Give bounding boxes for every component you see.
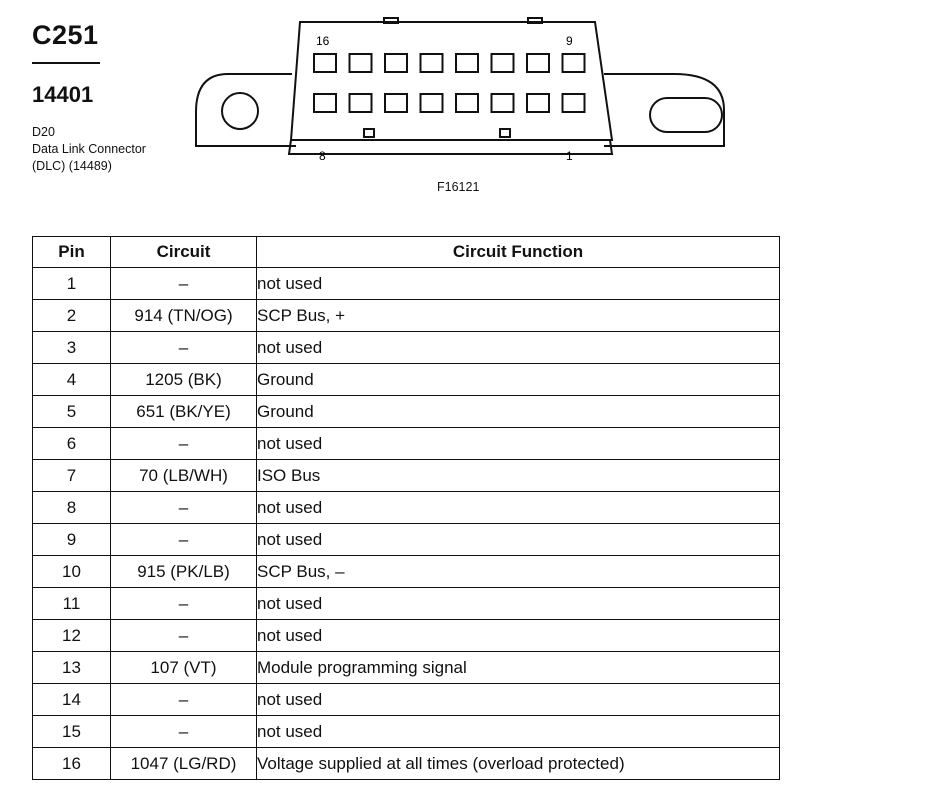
function-cell: Voltage supplied at all times (overload protected)	[257, 748, 780, 780]
pin-cell: 14	[33, 684, 111, 716]
pin-cavity-bottom	[563, 94, 585, 112]
table-header-row	[33, 237, 780, 268]
pin-cavity-bottom	[421, 94, 443, 112]
circuit-cell: –	[111, 428, 257, 460]
pin-cavity-bottom	[527, 94, 549, 112]
pin-label-16: 16	[316, 34, 330, 48]
table-row	[33, 428, 780, 460]
circuit-cell: 1205 (BK)	[111, 364, 257, 396]
function-cell: not used	[257, 716, 780, 748]
pin-cavity-top	[456, 54, 478, 72]
pin-cavity-top	[385, 54, 407, 72]
table-row	[33, 748, 780, 780]
connector-diagram	[188, 12, 748, 172]
circuit-cell: 70 (LB/WH)	[111, 460, 257, 492]
pin-cavity-bottom	[456, 94, 478, 112]
figure-code: F16121	[437, 180, 480, 194]
table-row	[33, 268, 780, 300]
function-cell: ISO Bus	[257, 460, 780, 492]
table-row	[33, 492, 780, 524]
pin-cavity-top	[563, 54, 585, 72]
circuit-cell: 107 (VT)	[111, 652, 257, 684]
table-row	[33, 332, 780, 364]
header-circuit-function: Circuit Function	[257, 237, 780, 268]
left-mounting-hole	[222, 93, 258, 129]
function-cell: not used	[257, 684, 780, 716]
function-cell: Ground	[257, 364, 780, 396]
function-cell: not used	[257, 428, 780, 460]
pin-cell: 11	[33, 588, 111, 620]
function-cell: not used	[257, 620, 780, 652]
table-row	[33, 300, 780, 332]
pin-cell: 1	[33, 268, 111, 300]
function-cell: SCP Bus, –	[257, 556, 780, 588]
circuit-cell: 914 (TN/OG)	[111, 300, 257, 332]
pinout-table	[32, 236, 780, 780]
function-cell: not used	[257, 588, 780, 620]
pin-cell: 6	[33, 428, 111, 460]
function-cell: SCP Bus, +	[257, 300, 780, 332]
circuit-cell: 915 (PK/LB)	[111, 556, 257, 588]
part-number: 14401	[32, 82, 94, 107]
pin-cavity-bottom	[350, 94, 372, 112]
circuit-cell: 1047 (LG/RD)	[111, 748, 257, 780]
table-row	[33, 556, 780, 588]
connector-body	[291, 22, 612, 140]
pin-cell: 15	[33, 716, 111, 748]
header-circuit: Circuit	[111, 237, 257, 268]
connector-subname: (DLC) (14489)	[32, 159, 112, 173]
function-cell: not used	[257, 332, 780, 364]
pin-cavity-bottom	[314, 94, 336, 112]
pin-cell: 9	[33, 524, 111, 556]
function-cell: Ground	[257, 396, 780, 428]
pin-cell: 8	[33, 492, 111, 524]
right-mounting-slot	[650, 98, 722, 132]
table-row	[33, 684, 780, 716]
pin-label-8: 8	[319, 149, 326, 163]
pin-cavity-bottom	[385, 94, 407, 112]
pin-cell: 16	[33, 748, 111, 780]
pin-cavity-bottom	[492, 94, 514, 112]
table-row	[33, 716, 780, 748]
pin-cell: 12	[33, 620, 111, 652]
pin-cavity-top	[421, 54, 443, 72]
pin-cell: 10	[33, 556, 111, 588]
left-mounting-flange	[196, 74, 296, 146]
table-row	[33, 620, 780, 652]
table-row	[33, 460, 780, 492]
pin-cavity-top	[350, 54, 372, 72]
pin-label-1: 1	[566, 149, 573, 163]
connector-name: Data Link Connector	[32, 142, 146, 156]
pin-cavity-top	[492, 54, 514, 72]
connector-code: D20	[32, 125, 55, 139]
function-cell: not used	[257, 492, 780, 524]
right-mounting-flange	[604, 74, 724, 146]
circuit-cell: –	[111, 684, 257, 716]
connector-id: C251	[32, 20, 99, 50]
table-row	[33, 524, 780, 556]
pin-cavity-top	[314, 54, 336, 72]
pin-cell: 7	[33, 460, 111, 492]
table-row	[33, 588, 780, 620]
circuit-cell: –	[111, 620, 257, 652]
circuit-cell: –	[111, 716, 257, 748]
pin-cell: 13	[33, 652, 111, 684]
connector-id-underline	[32, 62, 100, 64]
circuit-cell: –	[111, 588, 257, 620]
function-cell: not used	[257, 524, 780, 556]
pin-cavity-top	[527, 54, 549, 72]
circuit-cell: –	[111, 332, 257, 364]
pin-cell: 2	[33, 300, 111, 332]
function-cell: Module programming signal	[257, 652, 780, 684]
table-row	[33, 364, 780, 396]
function-cell: not used	[257, 268, 780, 300]
circuit-cell: –	[111, 524, 257, 556]
table-row	[33, 652, 780, 684]
pin-cell: 4	[33, 364, 111, 396]
circuit-cell: –	[111, 268, 257, 300]
table-row	[33, 396, 780, 428]
header-pin: Pin	[33, 237, 111, 268]
circuit-cell: 651 (BK/YE)	[111, 396, 257, 428]
pin-cell: 3	[33, 332, 111, 364]
pin-label-9: 9	[566, 34, 573, 48]
pin-cell: 5	[33, 396, 111, 428]
circuit-cell: –	[111, 492, 257, 524]
